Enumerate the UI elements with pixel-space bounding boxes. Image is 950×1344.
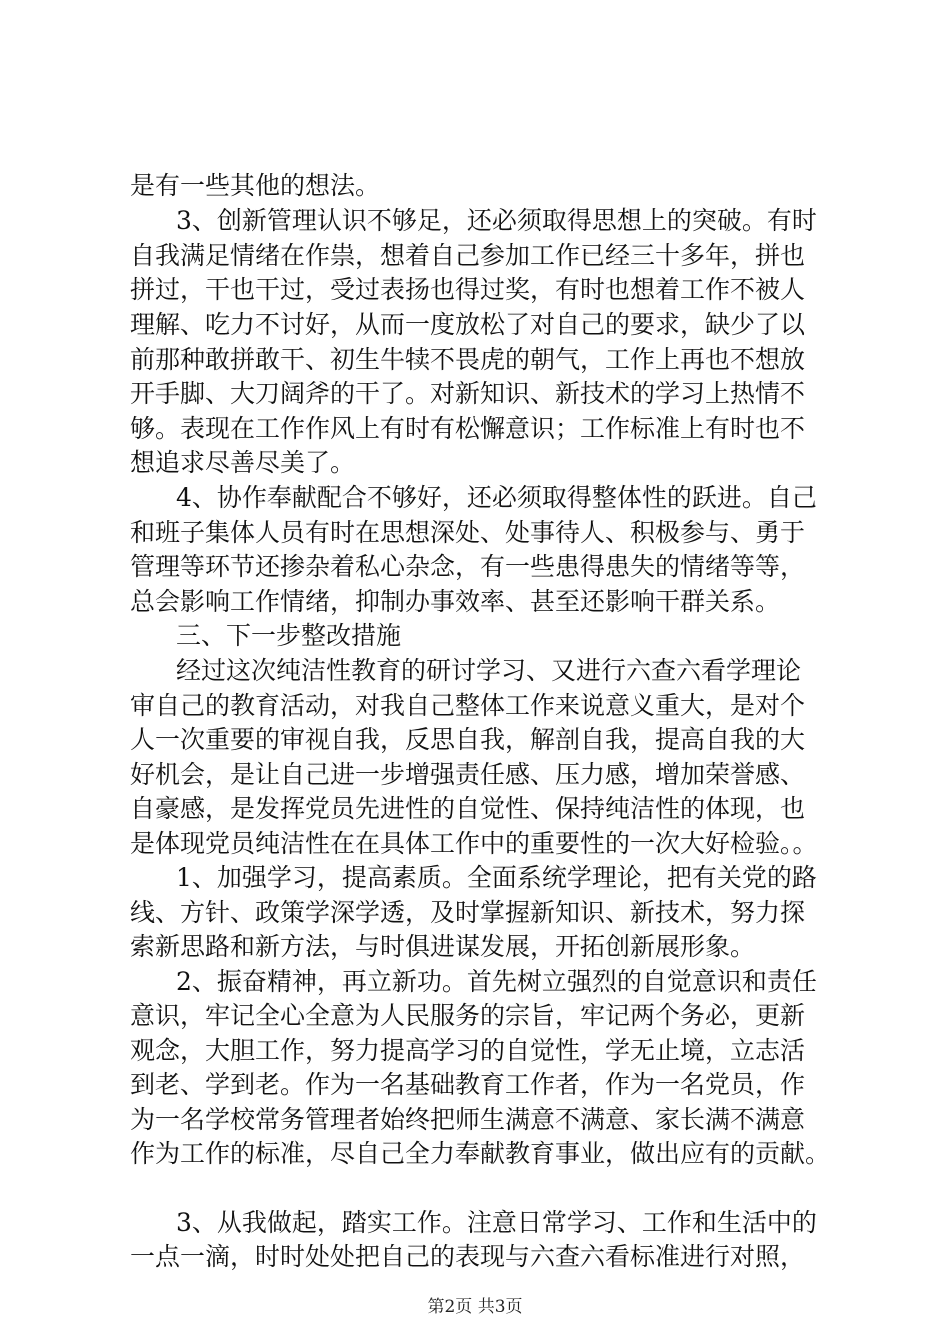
text-line: 总会影响工作情绪，抑制办事效率、甚至还影响干群关系。 xyxy=(130,587,781,616)
text-line: 人一次重要的审视自我，反思自我，解剖自我，提高自我的大 xyxy=(130,725,806,754)
text-line: 拼过，干也干过，受过表扬也得过奖，有时也想着工作不被人 xyxy=(130,275,806,304)
text-line: 为一名学校常务管理者始终把师生满意不满意、家长满不满意 xyxy=(130,1105,806,1134)
text-line: 到老、学到老。作为一名基础教育工作者，作为一名党员，作 xyxy=(130,1070,806,1099)
text-line: 索新思路和新方法，与时俱进谋发展，开拓创新展形象。 xyxy=(130,932,756,961)
text-line: 够。表现在工作作风上有时有松懈意识；工作标准上有时也不 xyxy=(130,414,806,443)
text-line: 好机会，是让自己进一步增强责任感、压力感，增加荣誉感、 xyxy=(130,760,806,789)
text-line: 观念，大胆工作，努力提高学习的自觉性，学无止境，立志活 xyxy=(130,1036,806,1065)
text-line: 开手脚、大刀阔斧的干了。对新知识、新技术的学习上热情不 xyxy=(130,379,806,408)
text-line: 审自己的教育活动，对我自己整体工作来说意义重大，是对个 xyxy=(130,691,806,720)
text-line: 3、从我做起，踏实工作。注意日常学习、工作和生活中的 xyxy=(176,1208,817,1237)
text-line: 想追求尽善尽美了。 xyxy=(130,448,356,477)
text-line: 管理等环节还掺杂着私心杂念，有一些患得患失的情绪等等， xyxy=(130,552,806,581)
text-line: 意识，牢记全心全意为人民服务的宗旨，牢记两个务必，更新 xyxy=(130,1001,806,1030)
text-line: 作为工作的标准，尽自己全力奉献教育事业，做出应有的贡献。 xyxy=(130,1139,831,1168)
text-line: 一点一滴，时时处处把自己的表现与六查六看标准进行对照， xyxy=(130,1242,806,1271)
text-line: 1、加强学习，提高素质。全面系统学理论，把有关党的路 xyxy=(176,863,817,892)
text-line: 前那种敢拼敢干、初生牛犊不畏虎的朝气，工作上再也不想放 xyxy=(130,345,806,374)
text-line: 是体现党员纯洁性在在具体工作中的重要性的一次大好检验。。 xyxy=(130,829,818,858)
text-line: 是有一些其他的想法。 xyxy=(130,171,381,200)
text-line: 自豪感，是发挥党员先进性的自觉性、保持纯洁性的体现，也 xyxy=(130,794,806,823)
text-line: 2、振奋精神，再立新功。首先树立强烈的自觉意识和责任 xyxy=(176,967,817,996)
text-line: 和班子集体人员有时在思想深处、处事待人、积极参与、勇于 xyxy=(130,518,806,547)
section-heading: 三、下一步整改措施 xyxy=(176,621,402,650)
page-footer: 第2页 共3页 xyxy=(427,1297,523,1317)
text-line: 3、创新管理认识不够足，还必须取得思想上的突破。有时 xyxy=(176,206,817,235)
text-line: 理解、吃力不讨好，从而一度放松了对自己的要求，缺少了以 xyxy=(130,310,806,339)
text-line: 4、协作奉献配合不够好，还必须取得整体性的跃进。自己 xyxy=(176,483,817,512)
text-line: 线、方针、政策学深学透，及时掌握新知识、新技术，努力探 xyxy=(130,898,806,927)
text-line: 经过这次纯洁性教育的研讨学习、又进行六查六看学理论 xyxy=(176,656,802,685)
text-line: 自我满足情绪在作祟，想着自己参加工作已经三十多年，拼也 xyxy=(130,241,806,270)
